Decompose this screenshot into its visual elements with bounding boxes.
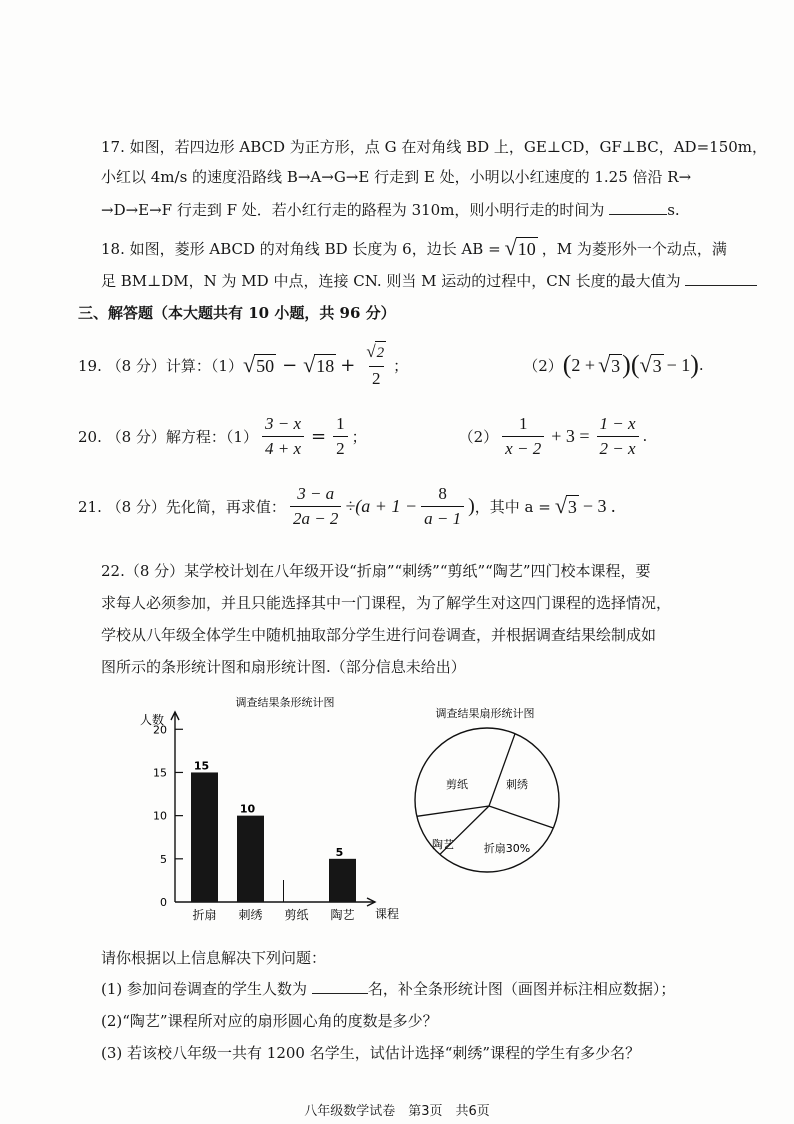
pie-chart — [405, 700, 585, 880]
bar-data-label: 5 — [335, 845, 344, 859]
page-footer: 八年级数学试卷 第3页 共6页 — [304, 1104, 490, 1119]
q20-eq: = — [311, 425, 327, 447]
q21-close-paren: ) — [468, 494, 475, 517]
q20-n1: 3 − x — [264, 413, 302, 433]
q19-fraction: √ 2 2 — [366, 342, 385, 388]
q22-line-4: 图所示的条形统计图和扇形统计图.（部分信息未给出） — [101, 658, 466, 676]
q21-sqrt-3: √ 3 — [554, 492, 577, 518]
q21-frac-1 — [290, 484, 341, 529]
q22-sub-1 — [101, 978, 675, 1000]
q19-rad-3a: 3 — [611, 355, 621, 376]
pie-slice-label: 刺绣 — [506, 778, 528, 791]
q21-where: ，其中 a = — [474, 497, 551, 516]
q20-label-2: （2） — [458, 427, 499, 446]
q19-rad-3b: 3 — [652, 355, 662, 376]
q17-line-1: 17. 如图，若四边形 ABCD 为正方形，点 G 在对角线 BD 上，GE⊥CD，GF⊥BC，AD=150m， — [101, 138, 768, 156]
bar-chart-xlabel: 课程 — [375, 907, 400, 921]
pie-slice-boundary — [489, 734, 515, 806]
q19-rad-18: 18 — [316, 355, 335, 376]
q19-plus: + — [340, 354, 356, 376]
q18-line-1 — [101, 237, 727, 260]
q20-end-2: . — [642, 427, 648, 445]
q21-rad-3: 3 — [567, 496, 577, 517]
bar-y-tick-label: 10 — [153, 809, 167, 823]
bar — [329, 859, 356, 902]
q21-n2: 8 — [438, 483, 447, 503]
bar-category-label: 刺绣 — [238, 908, 263, 922]
q19-sqrt-3b: √ 3 — [639, 351, 662, 377]
q20-n2: 1 — [336, 413, 345, 433]
q19-sqrt-18: √ 18 — [303, 351, 335, 377]
pie-slice-label: 陶艺 — [432, 838, 454, 851]
bar-chart-title: 调查结果条形统计图 — [235, 696, 335, 709]
q22-sub-1-b: 名，补全条形统计图（画图并标注相应数据）； — [367, 980, 676, 998]
q21-tail: − 3 . — [582, 495, 616, 516]
bar-data-label: 10 — [239, 802, 256, 816]
q20-row — [78, 410, 647, 462]
q19-den-2: 2 — [369, 366, 384, 389]
q18-line-2-text: 足 BM⊥DM，N 为 MD 中点，连接 CN. 则当 M 运动的过程中，CN 长度的最大值为 — [101, 272, 681, 290]
q22-line-3: 学校从八年级全体学生中随机抽取部分学生进行问卷调查，并根据调查结果绘制成如 — [101, 626, 657, 644]
q19-sqrt-50: √ 50 — [242, 351, 275, 377]
q17-unit: s. — [667, 201, 680, 219]
q18-sqrt: √ 10 — [504, 235, 536, 260]
q19-rad-50: 50 — [256, 355, 275, 376]
bar-chart-ylabel: 人数 — [140, 713, 165, 727]
q19-rad-2: 2 — [375, 341, 387, 364]
q19-minus: − — [282, 354, 298, 376]
q21-d1: 2a − 2 — [290, 506, 341, 529]
q20-d4: 2 − x — [597, 436, 639, 459]
q18-radicand: 10 — [517, 239, 536, 259]
q22-sub-1-a: (1) 参加问卷调查的学生人数为 — [101, 980, 308, 998]
q20-end-1: ； — [351, 427, 367, 446]
bar-y-tick-label: 15 — [153, 766, 167, 780]
q19-row — [78, 340, 704, 390]
pie-chart-title: 调查结果扇形统计图 — [435, 707, 535, 720]
q18-text-a: 18. 如图，菱形 ABCD 的对角线 BD 长度为 6，边长 AB = — [101, 240, 501, 258]
q18-text-b: ，M 为菱形外一个动点，满 — [541, 240, 727, 258]
q17-line-3-text: →D→E→F 行走到 F 处．若小红行走的路程为 310m，则小明行走的时间为 — [101, 201, 605, 219]
q22-prompt: 请你根据以上信息解决下列问题： — [101, 949, 327, 967]
q19-end-1: ； — [393, 356, 409, 375]
q20-frac-2 — [333, 414, 348, 459]
bar-y-tick-label: 0 — [160, 896, 167, 909]
bar-data-label: 15 — [193, 759, 210, 773]
bar-category-label: 陶艺 — [330, 908, 355, 922]
q19-paren-close-1: ) — [622, 350, 631, 379]
bar-y-tick-label: 20 — [153, 723, 167, 737]
q18-line-2 — [101, 270, 757, 292]
q19-paren-close-2: ) — [690, 350, 699, 379]
q21-d2: a − 1 — [421, 506, 464, 529]
q20-frac-4 — [597, 414, 639, 459]
q20-plus-three: + 3 = — [551, 425, 590, 446]
pie-slice-label: 剪纸 — [446, 778, 468, 791]
bar — [191, 772, 218, 902]
bar-y-tick-label: 5 — [160, 852, 167, 866]
q21-row — [78, 480, 616, 532]
bar-category-label: 剪纸 — [284, 908, 309, 922]
q22-line-1: 22.（8 分）某学校计划在八年级开设“折扇”“刺绣”“剪纸”“陶艺”四门校本课程，要 — [101, 562, 651, 580]
q19-minus-one: − 1 — [666, 354, 691, 375]
q17-line-3 — [101, 199, 680, 221]
q19-two-plus: 2 + — [571, 354, 596, 375]
bar — [237, 816, 264, 902]
q19-sqrt-3a: √ 3 — [598, 351, 621, 377]
q19-paren-open-2: ( — [630, 350, 640, 379]
q19-label-2: （2） — [523, 356, 563, 375]
pie-slice-boundary — [489, 806, 553, 828]
bar-chart — [125, 690, 425, 930]
q21-divide: ÷(a + 1 − — [345, 495, 418, 516]
bar-category-label: 折扇 — [192, 908, 217, 922]
q22-answer-blank[interactable] — [312, 993, 368, 994]
q22-line-2: 求每人必须参加，并且只能选择其中一门课程，为了解学生对这四门课程的选择情况， — [101, 594, 672, 612]
q18-answer-blank[interactable] — [685, 285, 757, 286]
q17-line-2: 小红以 4m/s 的速度沿路线 B→A→G→E 行走到 E 处，小明以小红速度的 1.25 倍沿 R→ — [101, 168, 692, 186]
q22-sub-2: (2)“陶艺”课程所对应的扇形圆心角的度数是多少？ — [101, 1012, 438, 1030]
q20-d3: x − 2 — [502, 436, 544, 459]
q22-sub-3: (3) 若该校八年级一共有 1200 名学生，试估计选择“刺绣”课程的学生有多少名？ — [101, 1044, 641, 1062]
q21-frac-2 — [421, 484, 464, 529]
q20-frac-3 — [502, 414, 544, 459]
q17-answer-blank[interactable] — [609, 214, 667, 215]
q19-end-2: . — [698, 356, 704, 374]
q20-n4: 1 − x — [599, 413, 636, 433]
q19-paren-open-1: ( — [562, 350, 572, 379]
q20-label: 20. （8 分）解方程：（1） — [78, 427, 258, 446]
q20-d1: 4 + x — [262, 436, 304, 459]
q20-n3: 1 — [518, 413, 528, 433]
pie-slice-label: 折扇30% — [483, 842, 531, 855]
q20-d2: 2 — [333, 436, 348, 459]
q21-label: 21. （8 分）先化简，再求值： — [78, 497, 286, 516]
pie-slice-boundary — [417, 806, 489, 816]
q20-frac-1 — [262, 414, 304, 459]
section-3-heading: 三、解答题（本大题共有 10 小题，共 96 分） — [78, 304, 396, 322]
q21-n1: 3 − a — [297, 483, 335, 503]
q19-label: 19. （8 分）计算：（1） — [78, 356, 243, 375]
